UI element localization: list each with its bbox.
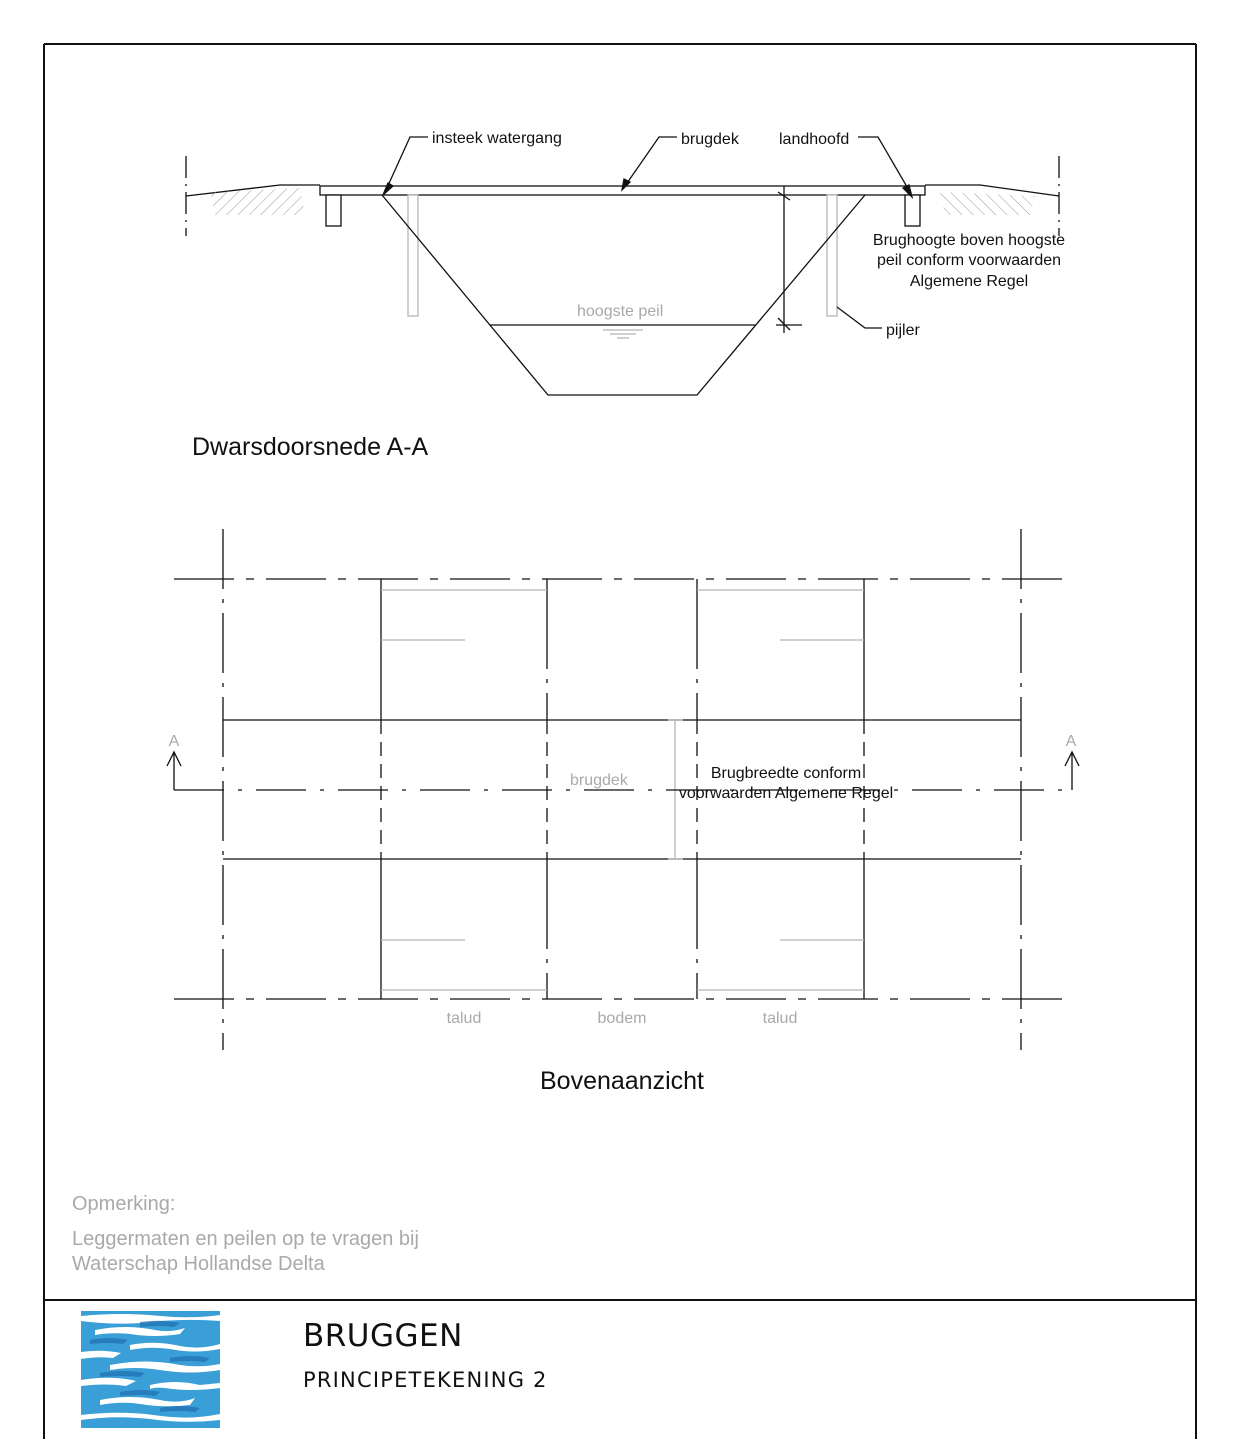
- plan-view-labels: [169, 733, 1077, 1027]
- label-brugbreedte-1: Brugbreedte conform: [710, 765, 862, 782]
- label-insteek-watergang: insteek watergang: [432, 130, 562, 147]
- cross-section-title: Dwarsdoorsnede A-A: [192, 433, 429, 461]
- plan-view-drawing: [167, 529, 1079, 1050]
- label-brugbreedte-2: voorwaarden Algemene Regel: [678, 785, 894, 802]
- label-talud-right: talud: [762, 1010, 798, 1027]
- cross-section-labels: [432, 130, 1065, 339]
- label-brughoogte-3: Algemene Regel: [909, 273, 1029, 290]
- plan-view-title: Bovenaanzicht: [539, 1067, 705, 1095]
- note-line-2: Waterschap Hollandse Delta: [72, 1253, 325, 1275]
- label-landhoofd: landhoofd: [779, 131, 850, 148]
- note-line-1: Leggermaten en peilen op te vragen bij: [72, 1228, 419, 1250]
- label-pijler: pijler: [886, 322, 920, 339]
- note-heading: Opmerking:: [72, 1193, 176, 1215]
- section-marker-right: A: [1065, 733, 1077, 750]
- waterschap-logo: [81, 1311, 220, 1428]
- title-block-title: BRUGGEN: [303, 1318, 463, 1354]
- label-brughoogte-1: Brughoogte boven hoogste: [872, 232, 1066, 249]
- title-block-subtitle: PRINCIPETEKENING 2: [303, 1368, 548, 1392]
- label-brugdek-section: brugdek: [681, 131, 739, 148]
- label-brughoogte-2: peil conform voorwaarden: [876, 252, 1062, 269]
- label-hoogste-peil: hoogste peil: [577, 303, 664, 320]
- label-brugdek-plan: brugdek: [570, 772, 628, 789]
- label-bodem: bodem: [597, 1010, 647, 1027]
- label-talud-left: talud: [446, 1010, 482, 1027]
- section-marker-left: A: [168, 733, 180, 750]
